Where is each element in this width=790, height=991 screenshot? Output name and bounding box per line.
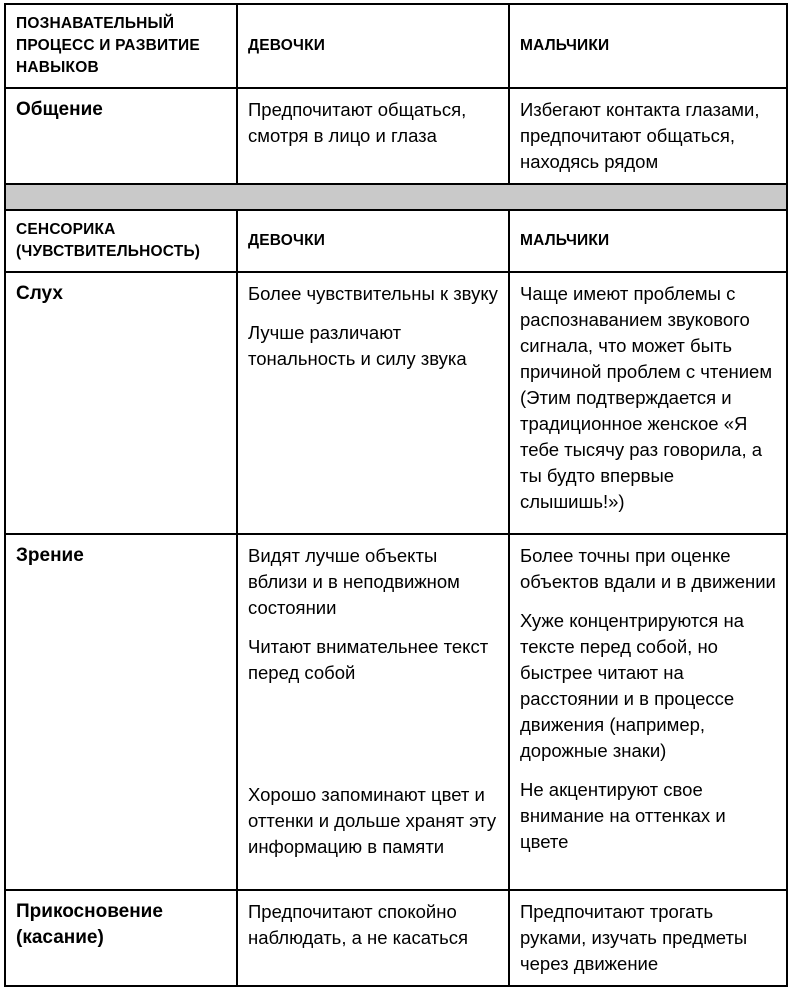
boys-column-header: МАЛЬЧИКИ	[509, 210, 787, 272]
girls-cell	[237, 534, 509, 890]
cell-paragraph: (Этим подтверждается и традиционное женское «Я тебе тысячу раз говорила, а ты будто впервые слышишь!»)	[520, 387, 763, 512]
cell-paragraph: Читают внимательнее текст перед собой	[248, 636, 489, 683]
cell-paragraph: Предпочитают спокойно наблюдать, а не касаться	[248, 901, 468, 948]
section2-header-row	[5, 210, 787, 272]
boys-cell	[509, 890, 787, 986]
row-label-cell: Зрение	[5, 534, 237, 890]
boys-cell	[509, 534, 787, 890]
row-label-cell: Общение	[5, 88, 237, 184]
cell-paragraph: Более точны при оценке объектов вдали и в движении	[520, 545, 776, 592]
section1-title-cell: ПОЗНАВАТЕЛЬНЫЙ ПРОЦЕСС И РАЗВИТИЕ НАВЫКОВ	[5, 4, 237, 88]
cell-paragraph: Более чувствительны к звуку	[248, 283, 498, 304]
cell-paragraph: Хуже концентрируются на тексте перед собой, но быстрее читают на расстоянии и в процессе движения (например, дорожные знаки)	[520, 610, 744, 761]
table-row-touch	[5, 890, 787, 986]
row-label-cell: Прикосновение (касание)	[5, 890, 237, 986]
table-row-vision	[5, 534, 787, 890]
cell-paragraph: Предпочитают общаться, смотря в лицо и глаза	[248, 99, 467, 146]
cell-paragraph: Не акцентируют свое внимание на оттенках и цвете	[520, 779, 726, 852]
cell-paragraph: Хорошо запоминают цвет и оттенки и дольше хранят эту информацию в памяти	[248, 784, 497, 857]
section-separator	[5, 184, 787, 210]
section2-title-cell: СЕНСОРИКА (ЧУВСТВИТЕЛЬНОСТЬ)	[5, 210, 237, 272]
boys-cell	[509, 88, 787, 184]
boys-column-header: МАЛЬЧИКИ	[509, 4, 787, 88]
table-row-hearing	[5, 272, 787, 534]
cell-paragraph: Предпочитают трогать руками, изучать предметы через движение	[520, 901, 748, 974]
cell-paragraph: Видят лучше объекты вблизи и в неподвижном состоянии	[248, 545, 460, 618]
section1-header-row	[5, 4, 787, 88]
cell-paragraph: Лучше различают тональность и силу звука	[248, 322, 467, 369]
girls-cell	[237, 272, 509, 534]
table-row-communication	[5, 88, 787, 184]
boys-cell	[509, 272, 787, 534]
section-separator-row	[5, 184, 787, 210]
girls-column-header: ДЕВОЧКИ	[237, 4, 509, 88]
comparison-table	[4, 3, 788, 987]
cell-paragraph: Избегают контакта глазами, предпочитают общаться, находясь рядом	[520, 99, 760, 172]
cell-paragraph: Чаще имеют проблемы с распознаванием звукового сигнала, что может быть причиной проблем с чтением	[520, 283, 773, 382]
girls-cell	[237, 890, 509, 986]
girls-cell	[237, 88, 509, 184]
girls-column-header: ДЕВОЧКИ	[237, 210, 509, 272]
row-label-cell: Слух	[5, 272, 237, 534]
